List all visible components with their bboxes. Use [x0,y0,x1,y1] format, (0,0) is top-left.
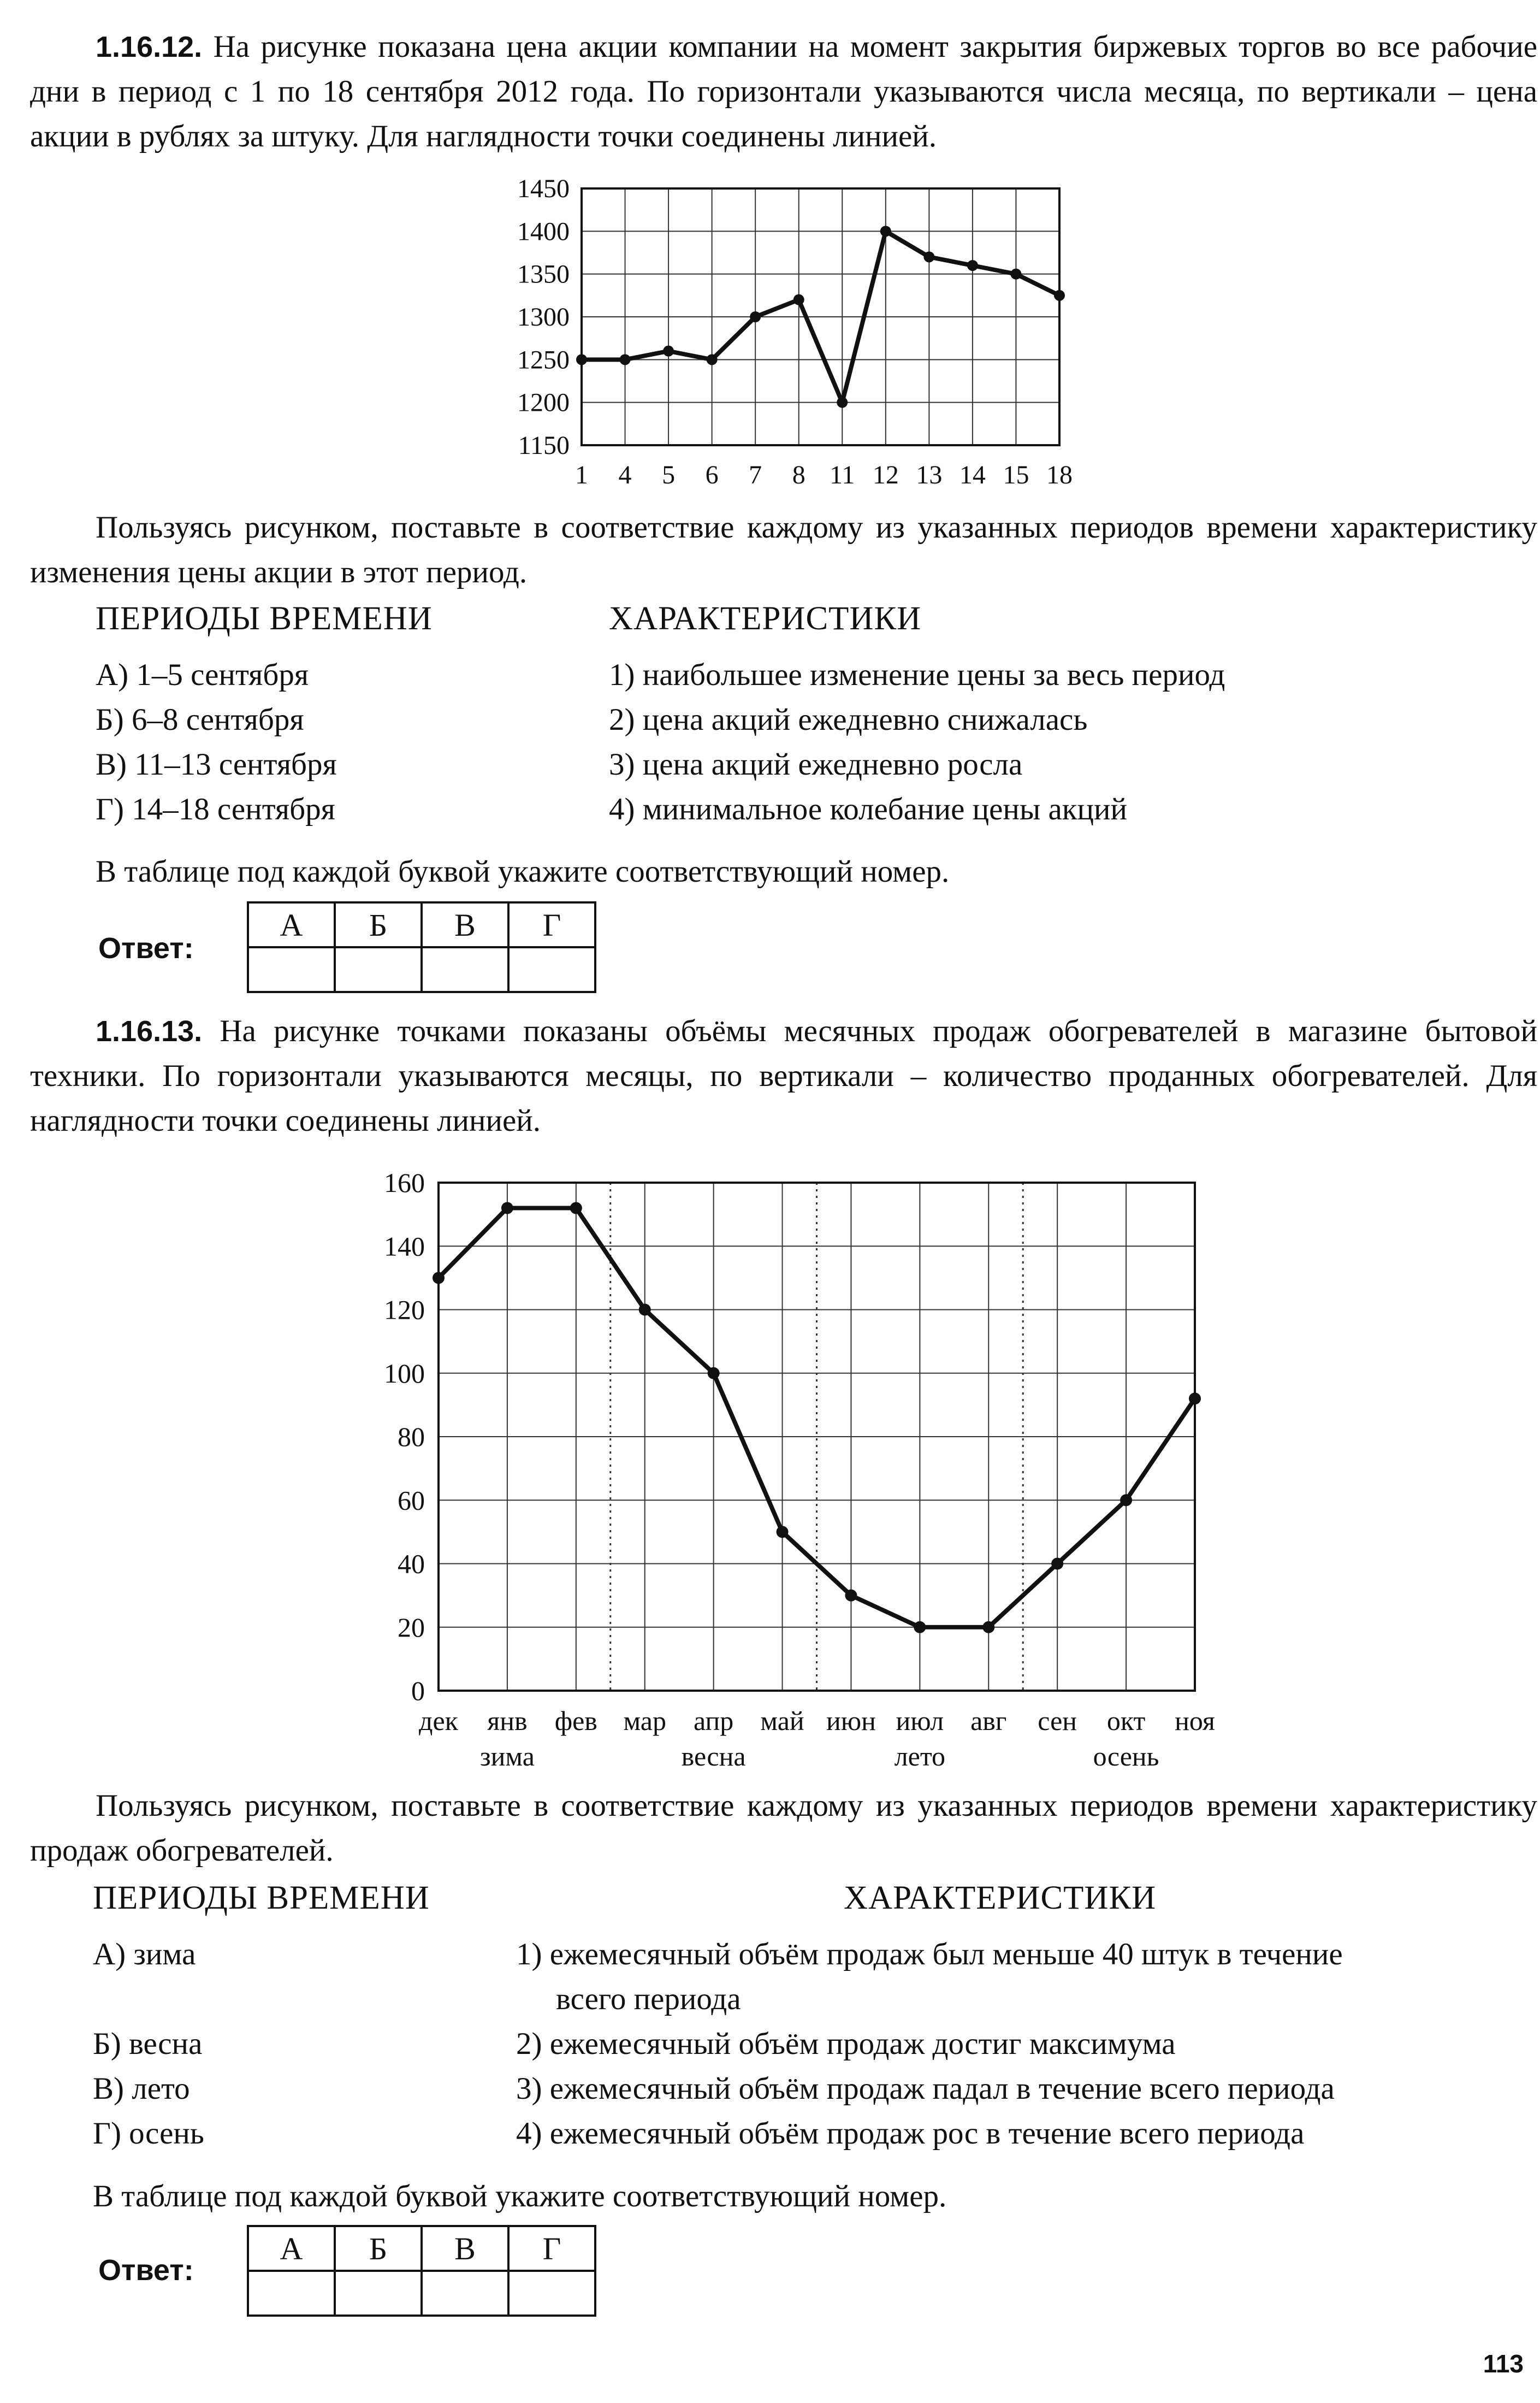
chart2-x-tick-label: апр [693,1705,734,1736]
chart2-season-label: весна [681,1741,746,1772]
chart1-data-point [1010,269,1021,280]
chart2-x-tick-label: авг [970,1705,1007,1736]
chart1-data-point [750,311,761,322]
task-1-text: На рисунке показана цена акции компании на момент закрытия биржевых торгов во все рабочие дни в период с 1 по 18 сентября 2012 года. По горизонтали указываются числа месяца, по вертикали – цена акции в рублях за штуку. Для наглядности точки соединены линией. [30,29,1538,153]
chart2-data-point [777,1526,789,1538]
chart1-data-point [880,226,891,237]
chart2-x-tick-label: июл [896,1705,944,1736]
task-2-characteristic-1-cont: всего периода [556,1982,741,2016]
chart1-x-tick-label: 18 [1046,460,1073,489]
task-2-periods-header: ПЕРИОДЫ ВРЕМЕНИ [93,1880,430,1916]
chart1-x-tick-label: 5 [662,460,676,489]
task-2-period-c: В) лето [93,2071,190,2106]
chart1-x-tick-label: 14 [959,460,986,489]
chart1-data-point [793,294,804,305]
task-2-table-instruction: В таблице под каждой буквой укажите соответствующий номер. [93,2179,947,2213]
chart2-season-label: лето [894,1741,946,1772]
task-1-period-b: Б) 6–8 сентября [96,702,304,737]
task-2-text: На рисунке точками показаны объёмы месячных продаж обогревателей в магазине бытовой техники. По горизонтали указываются месяцы, по вертикали – количество проданных обогревателей. Для наглядности точки соединены линией. [30,1014,1537,1138]
chart2-data-point [708,1367,720,1379]
chart1-x-tick-label: 1 [575,460,588,489]
task-1-answer-cell-c[interactable] [422,947,508,992]
task-1-characteristic-1: 1) наибольшее изменение цены за весь период [609,658,1225,692]
task-2-answer-cell-b[interactable] [335,2271,422,2316]
chart1-y-tick-label: 1150 [518,431,570,460]
task-1-period-c: В) 11–13 сентября [96,747,337,782]
task-1-instruction: Пользуясь рисунком, поставьте в соответствие каждому из указанных периодов времени характеристику изменения цены акции в этот период. [30,510,1537,589]
chart2-x-tick-label: сен [1038,1705,1077,1736]
chart1-x-tick-label: 8 [792,460,805,489]
task-1-answer-cell-a[interactable] [248,947,335,992]
chart2-x-tick-label: окт [1106,1705,1146,1736]
task-1-periods-header: ПЕРИОДЫ ВРЕМЕНИ [96,600,433,637]
chart2-y-tick-label: 160 [384,1167,425,1198]
chart2-y-tick-label: 60 [398,1485,425,1516]
chart2-data-point [1051,1558,1063,1570]
task-1-answer-label: Ответ: [98,932,194,965]
task-2-period-a: А) зима [93,1937,196,1971]
chart2-x-tick-label: ноя [1175,1705,1215,1736]
chart1-y-tick-label: 1400 [517,217,570,246]
chart2-y-tick-label: 20 [398,1611,425,1643]
task-2-answer-cell-a[interactable] [248,2271,335,2316]
task-2-answer-header-d: Г [508,2226,595,2271]
task-1-answer-header-c: В [422,902,508,947]
task-1-answer-header-d: Г [508,902,595,947]
chart2-data-point [914,1621,926,1633]
task-1-period-d: Г) 14–18 сентября [96,792,335,826]
chart2-x-tick-label: мар [623,1705,666,1736]
chart1-y-tick-label: 1200 [517,388,570,417]
chart1-y-tick-label: 1250 [517,345,570,375]
chart2-data-point [1120,1494,1132,1506]
chart2-data-point [501,1202,513,1214]
chart2-season-label: осень [1093,1741,1159,1772]
chart2-season-label: зима [479,1741,535,1772]
task-1-answer-header-a: А [248,902,335,947]
chart1-data-point [663,346,674,357]
chart1-y-tick-label: 1300 [517,303,570,332]
task-2-characteristic-4: 4) ежемесячный объём продаж рос в течение всего периода [516,2116,1305,2151]
task-1-period-a: А) 1–5 сентября [96,658,309,692]
task-2-answer-label: Ответ: [98,2254,194,2287]
task-2-statement [30,1009,1537,1143]
chart1-data-point [620,354,631,365]
chart2-data-point [570,1202,582,1214]
task-1-characteristics-header: ХАРАКТЕРИСТИКИ [609,600,922,637]
chart1-y-tick-label: 1350 [517,259,570,289]
chart1-x-tick-label: 4 [618,460,632,489]
chart2-series-line [439,1208,1195,1627]
chart2-y-tick-label: 80 [398,1421,425,1452]
chart2-y-tick-label: 120 [384,1294,425,1325]
task-2-period-b: Б) весна [93,2027,203,2061]
task-2-answer-header-a: А [248,2226,335,2271]
chart1-x-tick-label: 11 [830,460,855,489]
chart2-x-tick-label: дек [419,1705,458,1736]
chart2-x-tick-label: июн [826,1705,876,1736]
task-1-statement [30,25,1537,159]
chart2-y-tick-label: 140 [384,1231,425,1262]
task-1-characteristic-4: 4) минимальное колебание цены акций [609,792,1127,826]
task-2-answer-cell-c[interactable] [422,2271,508,2316]
task-2-characteristic-3: 3) ежемесячный объём продаж падал в течение всего периода [516,2071,1335,2106]
chart1-data-point [837,397,848,408]
chart2-x-tick-label: янв [487,1705,528,1736]
chart1-x-tick-label: 12 [872,460,899,489]
chart2-x-tick-label: май [760,1705,804,1736]
chart2-y-tick-label: 0 [411,1675,425,1706]
task-2-answer-header-c: В [422,2226,508,2271]
task-2-answer-table [247,2225,596,2317]
task-1-characteristic-3: 3) цена акций ежедневно росла [609,747,1023,782]
task-1-table-instruction: В таблице под каждой буквой укажите соответствующий номер. [96,854,950,889]
chart1-data-point [1054,290,1065,301]
chart2-data-point [639,1304,651,1316]
task-2-number: 1.16.13. [96,1015,203,1048]
chart1-data-point [707,354,718,365]
chart2-x-tick-label: фев [554,1705,597,1736]
chart-heater-sales [377,1155,1223,1784]
chart1-data-point [576,354,587,365]
task-1-answer-cell-b[interactable] [335,947,422,992]
task-2-characteristic-1: 1) ежемесячный объём продаж был меньше 40 штук в течение [516,1937,1343,1971]
task-1-answer-cell-d[interactable] [508,947,595,992]
chart-stock-price [470,167,1081,505]
chart1-x-tick-label: 15 [1003,460,1029,489]
chart1-y-tick-label: 1450 [517,174,570,203]
chart2-y-tick-label: 100 [384,1357,425,1389]
chart1-x-tick-label: 13 [916,460,943,489]
chart1-data-point [967,260,978,271]
task-1-answer-header-b: Б [335,902,422,947]
chart1-x-tick-label: 6 [705,460,719,489]
task-2-characteristics-header: ХАРАКТЕРИСТИКИ [844,1880,1157,1916]
chart2-data-point [433,1272,445,1284]
chart2-data-point [982,1621,994,1633]
task-2-characteristic-2: 2) ежемесячный объём продаж достиг максимума [516,2027,1176,2061]
chart2-data-point [1189,1392,1201,1404]
task-1-answer-table [247,901,596,993]
chart1-x-tick-label: 7 [749,460,762,489]
task-1-number: 1.16.12. [96,31,203,63]
task-2-answer-header-b: Б [335,2226,422,2271]
task-2-answer-cell-d[interactable] [508,2271,595,2316]
task-2-period-d: Г) осень [93,2116,204,2151]
task-1-characteristic-2: 2) цена акций ежедневно снижалась [609,702,1088,737]
chart2-data-point [845,1590,857,1602]
chart2-y-tick-label: 40 [398,1548,425,1579]
task-2-instruction: Пользуясь рисунком, поставьте в соответствие каждому из указанных периодов времени характеристику продаж обогревателей. [30,1788,1537,1868]
chart1-data-point [923,251,934,262]
page-number: 113 [1483,2349,1524,2378]
